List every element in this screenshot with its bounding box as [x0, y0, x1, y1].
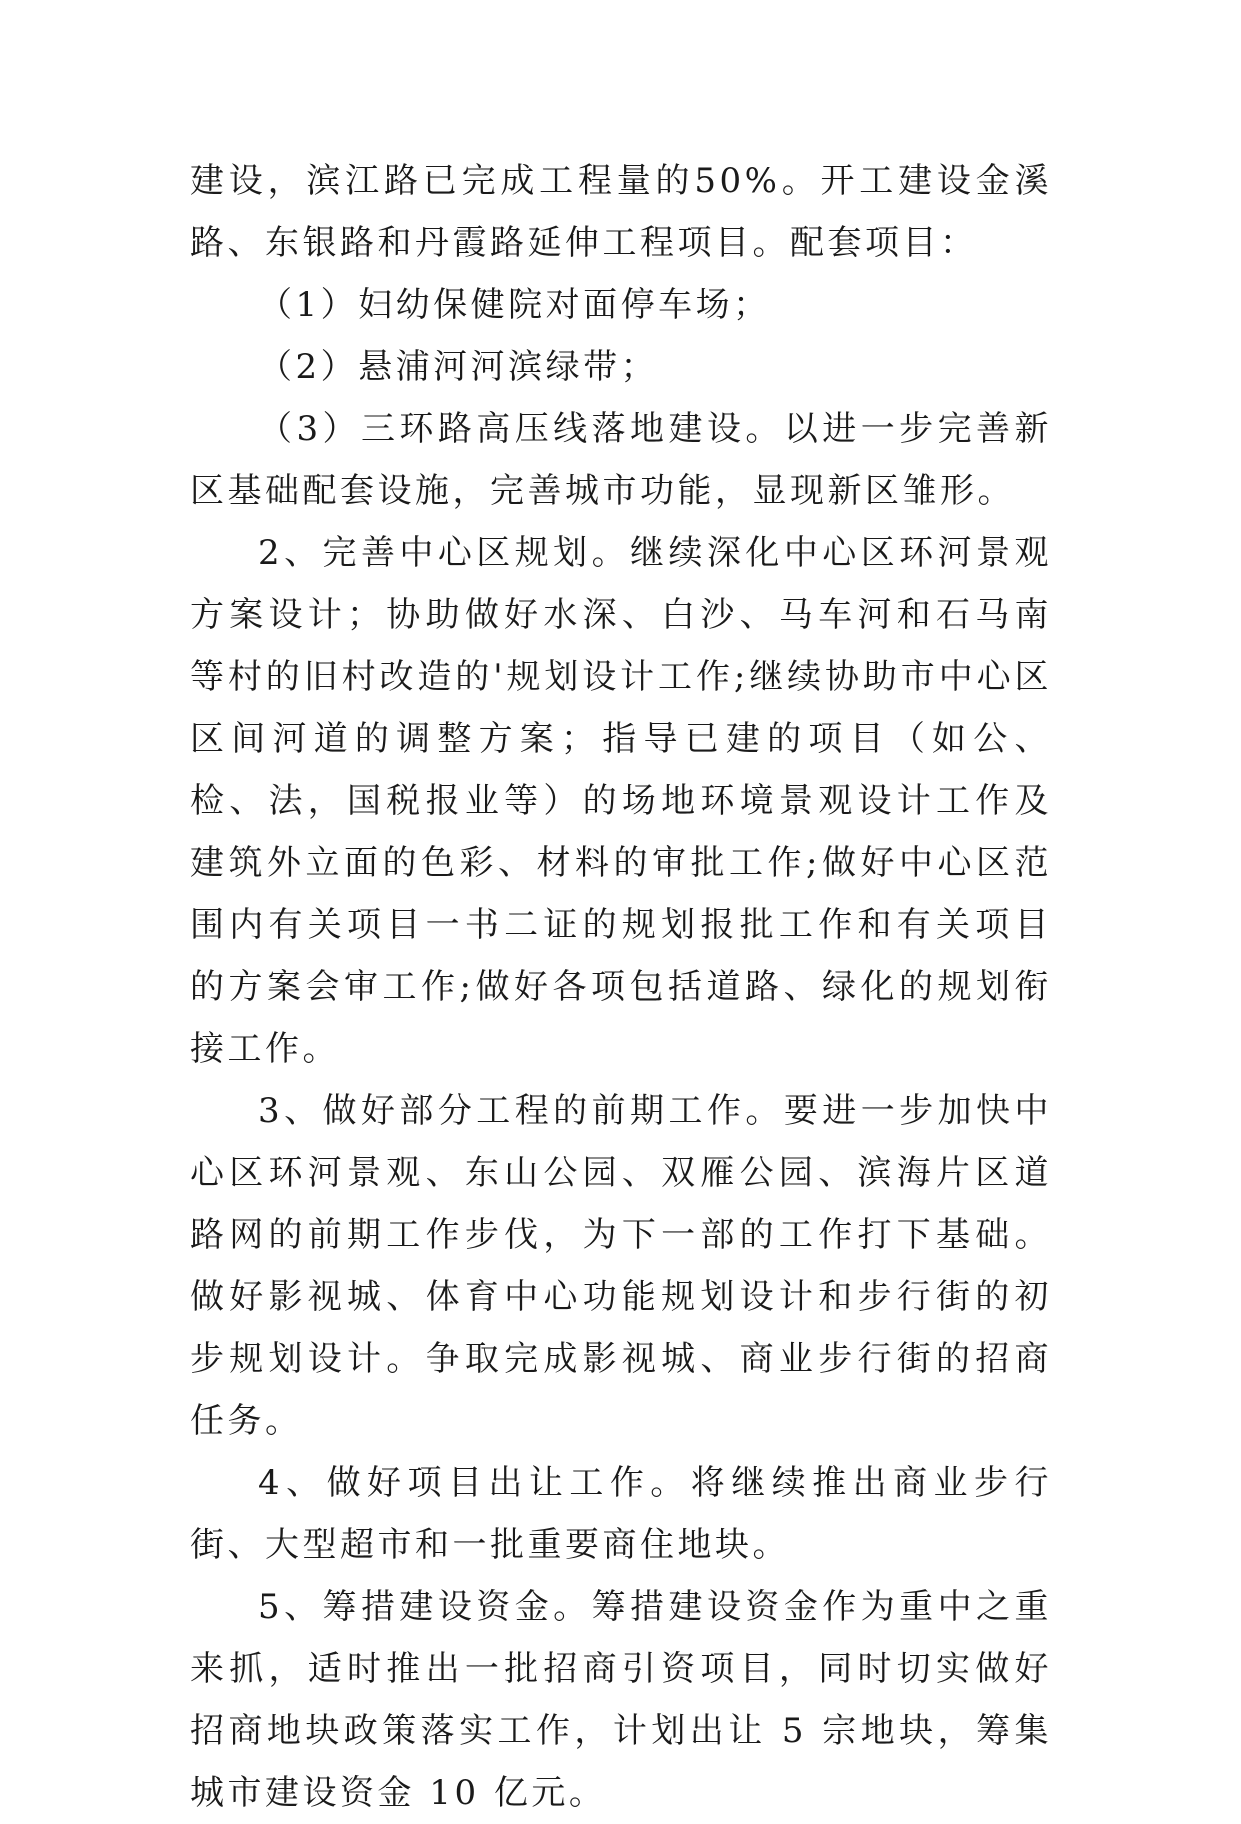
paragraph-section-3: 3、做好部分工程的前期工作。要进一步加快中心区环河景观、东山公园、双雁公园、滨海片区道路网的前期工作步伐，为下一部的工作打下基础。做好影视城、体育中心功能规划设计和步行街的初步规划设计。争取完成影视城、商业步行街的招商任务。 — [190, 1091, 1052, 1441]
paragraph-continuation: 建设，滨江路已完成工程量的50%。开工建设金溪路、东银路和丹霞路延伸工程项目。配套项目： — [190, 161, 1052, 263]
document-body — [190, 150, 1052, 1824]
paragraph-item-2: （2）悬浦河河滨绿带； — [258, 347, 659, 387]
paragraph-item-1: （1）妇幼保健院对面停车场； — [258, 285, 771, 325]
paragraph-item-3: （3）三环路高压线落地建设。以进一步完善新区基础配套设施，完善城市功能，显现新区雏形。 — [190, 409, 1052, 511]
paragraph-section-5: 5、筹措建设资金。筹措建设资金作为重中之重来抓，适时推出一批招商引资项目，同时切实做好招商地块政策落实工作，计划出让 5 宗地块，筹集城市建设资金 10 亿元。 — [190, 1587, 1052, 1813]
paragraph-section-2: 2、完善中心区规划。继续深化中心区环河景观方案设计；协助做好水深、白沙、马车河和石马南等村的旧村改造的'规划设计工作;继续协助市中心区区间河道的调整方案；指导已建的项目（如公、检、法，国税报业等）的场地环境景观设计工作及建筑外立面的色彩、材料的审批工作;做好中心区范围内有关项目一书二证的规划报批工作和有关项目的方案会审工作;做好各项包括道路、绿化的规划衔接工作。 — [190, 533, 1052, 1069]
paragraph-section-4: 4、做好项目出让工作。将继续推出商业步行街、大型超市和一批重要商住地块。 — [190, 1463, 1052, 1565]
